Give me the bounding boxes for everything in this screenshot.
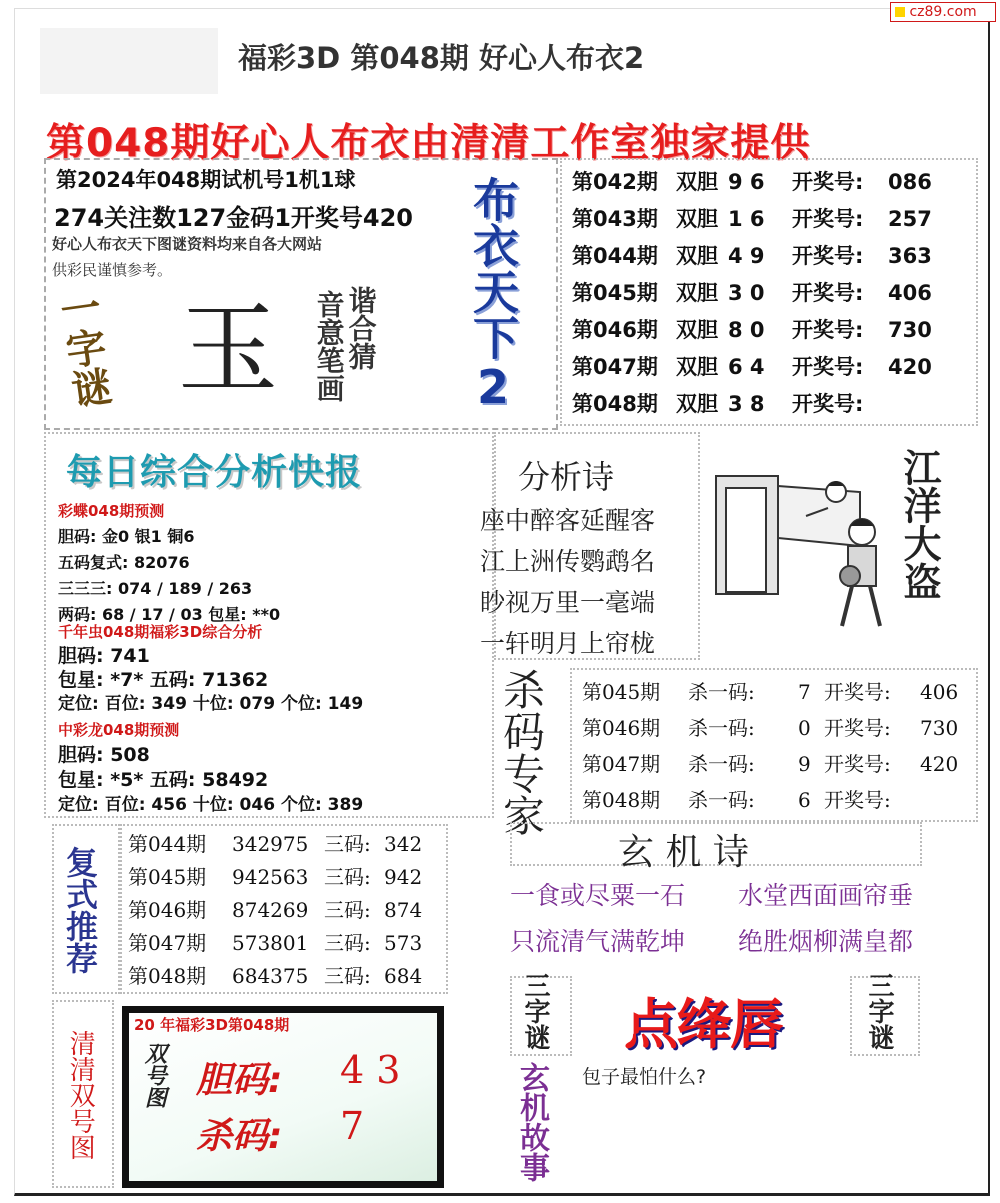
history-draw: 363: [888, 244, 932, 268]
kill-num: 6: [798, 788, 811, 812]
s1-row4: 两码: 68 / 17 / 03 包星: **0: [58, 605, 281, 624]
history-draw-label: 开奖号:: [792, 318, 864, 342]
kill-draw: 420: [920, 752, 959, 776]
fushi-period: 第045期: [128, 865, 207, 889]
fushi-three-label: 三码:: [324, 964, 371, 988]
history-draw-label: 开奖号:: [792, 244, 864, 268]
fushi-row: [128, 960, 422, 993]
poem-line: 座中醉客延醒客: [480, 506, 656, 535]
s2-row3: 定位: 百位: 349 十位: 079 个位: 149: [58, 694, 364, 714]
riddle-label: 一字谜: [51, 285, 114, 411]
fushi-code: 684375: [232, 964, 309, 988]
poem-title: 分析诗: [518, 458, 615, 496]
history-pair-label: 双胆: [676, 392, 718, 416]
history-draw-label: 开奖号:: [792, 355, 864, 379]
history-list: [572, 164, 972, 423]
history-pair: 3 8: [728, 392, 765, 416]
s3-row1: 胆码: 508: [58, 744, 150, 766]
history-pair: 6 4: [728, 355, 765, 379]
history-pair-label: 双胆: [676, 355, 718, 379]
history-row: [572, 275, 972, 312]
qingqing-side-label: 双号图: [141, 1042, 167, 1108]
s1-row2: 五码复式: 82076: [58, 553, 190, 572]
word-riddle-answer: 点绛唇: [624, 993, 783, 1056]
history-row: [572, 312, 972, 349]
riddle-hint-a: 谐合猜: [344, 286, 378, 370]
fushi-period: 第047期: [128, 931, 207, 955]
kill-period: 第048期: [582, 788, 661, 812]
kill-period: 第047期: [582, 752, 661, 776]
poem-lines: [480, 500, 655, 664]
kill-num: 7: [798, 680, 811, 704]
history-pair-label: 双胆: [676, 318, 718, 342]
kill-draw-label: 开奖号:: [824, 788, 891, 812]
history-pair-label: 双胆: [676, 281, 718, 305]
header-blank-box: [40, 28, 218, 94]
history-period: 第047期: [572, 355, 658, 379]
mystery-line-2b: 绝胜烟柳满皇都: [738, 927, 914, 956]
history-row: [572, 386, 972, 423]
fushi-code: 874269: [232, 898, 309, 922]
mystery-poem-title: 玄 机 诗: [618, 832, 749, 873]
fushi-period: 第044期: [128, 832, 207, 856]
daily-section-3: [58, 718, 363, 818]
fushi-period: 第046期: [128, 898, 207, 922]
history-draw-label: 开奖号:: [792, 170, 864, 194]
kill-period: 第046期: [582, 716, 661, 740]
s2-title: 千年虫048期福彩3D综合分析: [58, 623, 263, 641]
daily-title: 每日综合分析快报: [66, 452, 363, 493]
fushi-code: 342975: [232, 832, 309, 856]
history-pair-label: 双胆: [676, 207, 718, 231]
intro-line4: 供彩民谨慎参考。: [52, 261, 173, 279]
mystery-line-1a: 一食或尽粟一石: [510, 881, 686, 910]
s2-row2: 包星: *7* 五码: 71362: [58, 669, 269, 691]
kill-label-text: 杀一码:: [688, 788, 755, 812]
history-pair: 3 0: [728, 281, 765, 305]
fushi-row: [128, 828, 422, 861]
kill-row: [582, 782, 958, 818]
fushi-list: [128, 828, 422, 993]
kill-row: [582, 674, 958, 710]
fushi-three: 874: [384, 898, 423, 922]
kill-row: [582, 746, 958, 782]
kill-label-text: 杀一码:: [688, 680, 755, 704]
history-row: [572, 201, 972, 238]
site-badge[interactable]: [890, 2, 996, 22]
s1-title: 彩蝶048期预测: [58, 502, 165, 520]
kill-label-text: 杀一码:: [688, 716, 755, 740]
intro-line2: 274关注数127金码1开奖号420: [54, 204, 413, 232]
fushi-period: 第048期: [128, 964, 207, 988]
intro-line3: 好心人布衣天下图谜资料均来自各大网站: [52, 235, 323, 253]
fushi-three-label: 三码:: [324, 931, 371, 955]
cartoon-illustration: [710, 446, 890, 646]
daily-section-2: [58, 620, 363, 716]
kill-list: [582, 674, 958, 818]
kill-row: [582, 710, 958, 746]
history-period: 第048期: [572, 392, 658, 416]
fushi-row: [128, 927, 422, 960]
qingqing-dan-value: 4 3: [340, 1048, 401, 1092]
banner: 第048期好心人布衣由清清工作室独家提供: [46, 121, 811, 166]
history-period: 第045期: [572, 281, 658, 305]
kill-draw-label: 开奖号:: [824, 752, 891, 776]
history-period: 第043期: [572, 207, 658, 231]
s3-title: 中彩龙048期预测: [58, 721, 180, 739]
fushi-three: 342: [384, 832, 423, 856]
riddle-hint-b: 音意笔画: [312, 290, 346, 402]
kill-label: 杀码专家: [497, 668, 546, 836]
history-draw: 257: [888, 207, 932, 231]
history-draw: 406: [888, 281, 932, 305]
fushi-row: [128, 894, 422, 927]
kill-draw: 406: [920, 680, 959, 704]
history-pair: 4 9: [728, 244, 765, 268]
qingqing-label: 清清双号图: [65, 1030, 96, 1160]
history-draw: 086: [888, 170, 932, 194]
thief-cartoon-icon: [710, 446, 890, 646]
s3-row3: 定位: 百位: 456 十位: 046 个位: 389: [58, 795, 364, 815]
mystery-line-1b: 水堂西面画帘垂: [738, 881, 914, 910]
fushi-row: [128, 861, 422, 894]
s3-row2: 包星: *5* 五码: 58492: [58, 769, 269, 791]
word-riddle-question: 包子最怕什么?: [582, 1066, 707, 1088]
site-badge-text: cz89.com: [909, 4, 977, 20]
page-title: 福彩3D 第048期 好心人布衣2: [238, 41, 645, 75]
kill-num: 9: [798, 752, 811, 776]
s1-row1: 胆码: 金0 银1 铜6: [58, 527, 195, 546]
history-draw-label: 开奖号:: [792, 207, 864, 231]
story-label: 玄机故事: [514, 1062, 549, 1182]
history-draw-label: 开奖号:: [792, 281, 864, 305]
badge-square-icon: [895, 7, 905, 17]
s2-row1: 胆码: 741: [58, 645, 150, 667]
kill-label-text: 杀一码:: [688, 752, 755, 776]
mystery-line-2a: 只流清气满乾坤: [510, 927, 686, 956]
qingqing-sha-value: 7: [340, 1104, 365, 1148]
history-period: 第046期: [572, 318, 658, 342]
fushi-code: 942563: [232, 865, 309, 889]
history-pair: 9 6: [728, 170, 765, 194]
poem-line: 一轩明月上帘栊: [480, 629, 656, 658]
history-draw-label: 开奖号:: [792, 392, 864, 416]
history-row: [572, 349, 972, 386]
history-draw: 730: [888, 318, 932, 342]
daily-section-1: [58, 498, 280, 628]
word-riddle-right: 三字谜: [864, 972, 894, 1050]
qingqing-card-title: 20 年福彩3D第048期: [134, 1016, 290, 1034]
fushi-code: 573801: [232, 931, 309, 955]
kill-draw-label: 开奖号:: [824, 680, 891, 704]
history-row: [572, 238, 972, 275]
poem-line: 江上洲传鹦鹉名: [480, 547, 656, 576]
fushi-three-label: 三码:: [324, 898, 371, 922]
intro-line1: 第2024年048期试机号1机1球: [56, 168, 356, 192]
brand-vertical: 布衣天下2: [466, 176, 520, 414]
fushi-three: 942: [384, 865, 423, 889]
history-row: [572, 164, 972, 201]
history-pair: 1 6: [728, 207, 765, 231]
fushi-label: 复式推荐: [61, 846, 99, 974]
history-pair-label: 双胆: [676, 170, 718, 194]
s1-row3: 三三三: 074 / 189 / 263: [58, 579, 253, 598]
fushi-three-label: 三码:: [324, 865, 371, 889]
word-riddle-left: 三字谜: [520, 972, 550, 1050]
kill-draw: 730: [920, 716, 959, 740]
qingqing-sha-label: 杀码:: [196, 1116, 283, 1157]
fushi-three-label: 三码:: [324, 832, 371, 856]
history-period: 第042期: [572, 170, 658, 194]
kill-period: 第045期: [582, 680, 661, 704]
kill-draw-label: 开奖号:: [824, 716, 891, 740]
kill-num: 0: [798, 716, 811, 740]
history-period: 第044期: [572, 244, 658, 268]
riddle-char: 玉: [178, 291, 278, 408]
fushi-three: 684: [384, 964, 423, 988]
history-pair-label: 双胆: [676, 244, 718, 268]
poem-line: 眇视万里一毫端: [480, 588, 656, 617]
qingqing-dan-label: 胆码:: [196, 1060, 283, 1101]
fushi-three: 573: [384, 931, 423, 955]
history-draw: 420: [888, 355, 932, 379]
history-pair: 8 0: [728, 318, 765, 342]
cartoon-label: 江洋大盗: [897, 448, 941, 600]
